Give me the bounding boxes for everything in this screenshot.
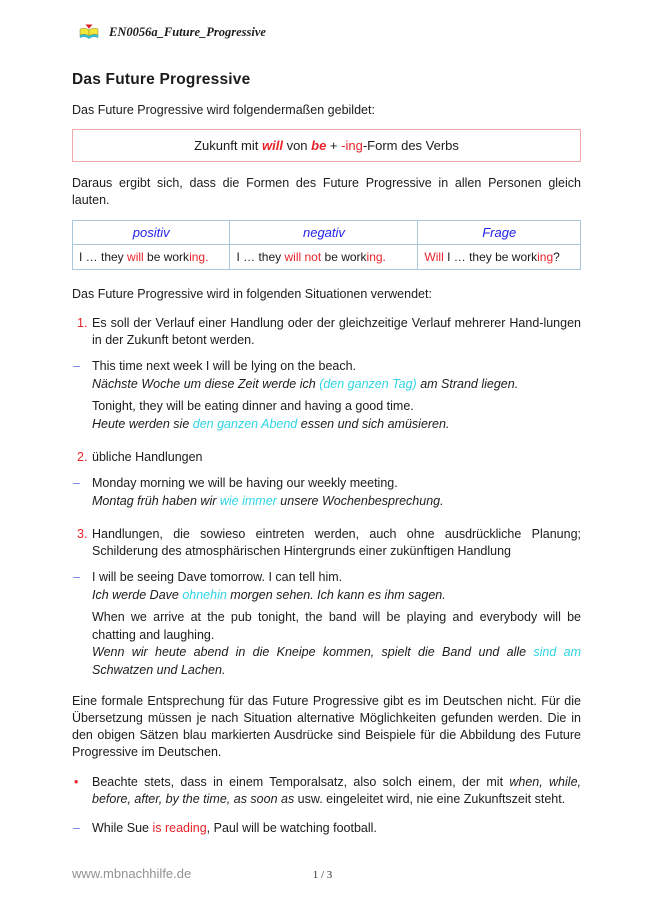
cell-question [418, 245, 581, 270]
document-content [0, 71, 645, 837]
cell-positive [73, 245, 230, 270]
text-segment: unsere Wochenbesprechung. [276, 493, 444, 508]
text-segment: -ing [341, 138, 363, 153]
german-translation [92, 493, 581, 511]
dash-bullet: – [73, 570, 80, 584]
usage-intro-paragraph: Das Future Progressive wird in folgenden Situationen verwendet: [72, 287, 432, 301]
german-translation [92, 416, 581, 434]
text-segment: Ich werde Dave [92, 587, 183, 602]
text-segment: ing. [366, 250, 386, 264]
example-pub [72, 609, 581, 679]
forms-table [72, 220, 581, 270]
example-sue [72, 820, 581, 837]
text-segment: ing [537, 250, 554, 264]
text-segment: will [262, 138, 283, 153]
text-segment: be work [321, 250, 367, 264]
text-segment: sind am [533, 645, 581, 659]
example-beach [72, 358, 581, 393]
page-title: Das Future Progressive [72, 71, 251, 88]
table-row [73, 245, 581, 270]
text-segment: will [127, 250, 144, 264]
marker-spacer [72, 609, 92, 679]
page-number: 1 / 3 [312, 869, 333, 881]
note-item [72, 774, 581, 808]
text-segment: will not [284, 250, 322, 264]
text-segment: usw. eingeleitet wird, nie eine Zukunftszeit steht. [294, 792, 566, 806]
dash-bullet: – [73, 359, 80, 373]
text-segment: Nächste Woche um diese Zeit werde ich [92, 376, 320, 391]
column-header-positive: positiv [73, 221, 230, 245]
table-header-row [73, 221, 581, 245]
text-segment: , Paul will be watching football. [206, 821, 377, 835]
text-segment: I … they [79, 250, 128, 264]
english-sentence: Monday morning we will be having our weekly meeting. [92, 476, 398, 490]
derivation-paragraph: Daraus ergibt sich, dass die Formen des Future Progressive in allen Personen gleich lauten. [72, 176, 581, 207]
item-text-2: übliche Handlungen [92, 450, 203, 464]
text-segment: ohnehin [182, 587, 227, 602]
english-sentence: This time next week I will be lying on the beach. [92, 359, 357, 373]
text-segment: + [326, 138, 342, 153]
item-text-3: Handlungen, die sowieso eintreten werden, auch ohne ausdrückliche Planung; Schilderung des atmosphärischen Hintergrunds einer zukünftigen Handlung [92, 527, 581, 558]
text-segment: (den ganzen Tag) [319, 376, 417, 391]
column-header-negative: negativ [230, 221, 418, 245]
text-segment: be work [143, 250, 190, 264]
item-text-1: Es soll der Verlauf einer Handlung oder der gleichzeitige Verlauf mehrerer Hand-lungen in der Zukunft betont werden. [92, 316, 581, 347]
text-segment: I … they be work [443, 250, 538, 264]
text-segment: wie immer [219, 493, 277, 508]
page-header [0, 0, 645, 41]
english-sentence [92, 820, 581, 837]
dash-bullet: – [73, 476, 80, 490]
item-number-3: 3. [77, 527, 88, 541]
formula-text [194, 138, 459, 153]
text-segment: ? [553, 250, 560, 264]
cell-negative [230, 245, 418, 270]
german-translation [92, 587, 581, 605]
intro-paragraph: Das Future Progressive wird folgendermaßen gebildet: [72, 103, 375, 117]
english-sentence: I will be seeing Dave tomorrow. I can tell him. [92, 570, 343, 584]
marker-spacer [72, 398, 92, 433]
example-dave [72, 569, 581, 604]
text-segment: ing. [189, 250, 209, 264]
site-url: www.mbnachhilfe.de [72, 866, 192, 881]
text-segment: am Strand liegen. [416, 376, 519, 391]
bullet-icon: • [74, 775, 79, 789]
open-book-logo-icon [78, 24, 100, 41]
text-segment: Zukunft mit [194, 138, 262, 153]
item-number-2: 2. [77, 450, 88, 464]
page-footer [0, 866, 645, 881]
text-segment: I … they [236, 250, 285, 264]
text-segment: von [282, 138, 312, 153]
english-sentence: Tonight, they will be eating dinner and having a good time. [92, 399, 414, 413]
text-segment: Wenn wir heute abend in die Kneipe kommen, spielt die Band und alle [92, 645, 534, 659]
text-segment: morgen sehen. Ich kann es ihm sagen. [226, 587, 446, 602]
english-sentence: When we arrive at the pub tonight, the band will be playing and everybody will be chatting and laughing. [92, 610, 581, 642]
text-segment: when, while, before, after, by the time, as soon as [92, 775, 581, 806]
document-id: EN0056a_Future_Progressive [109, 25, 266, 39]
note-text [92, 774, 581, 808]
text-segment: Montag früh haben wir [92, 493, 220, 508]
text-segment: be [311, 138, 327, 153]
text-segment: den ganzen Abend [192, 416, 298, 431]
numbered-item-1 [72, 315, 581, 349]
text-segment: essen und sich amüsieren. [297, 416, 450, 431]
text-segment: While Sue [92, 821, 153, 835]
numbered-item-3 [72, 526, 581, 560]
text-segment: -Form des Verbs [362, 138, 459, 153]
text-segment: Beachte stets, dass in einem Temporalsatz, also solch einem, der mit [92, 775, 510, 789]
text-segment: Heute werden sie [92, 416, 193, 431]
numbered-item-2 [72, 449, 581, 466]
german-translation [92, 376, 581, 394]
example-meeting [72, 475, 581, 510]
text-segment: Schwatzen und Lachen. [92, 662, 226, 677]
item-number-1: 1. [77, 316, 88, 330]
german-translation [92, 644, 581, 679]
text-segment: Will [424, 250, 444, 264]
column-header-question: Frage [418, 221, 581, 245]
text-segment: is reading [152, 821, 207, 835]
example-dinner [72, 398, 581, 433]
closing-paragraph: Eine formale Entsprechung für das Future Progressive gibt es im Deutschen nicht. Für die Übersetzung müssen je nach Situation alternative Möglichkeiten gefunden werden. Die in den obigen Sätzen blau markierten Ausdrücke sind Beispiele für die Abbildung des Future Progressive im Deutschen. [72, 694, 581, 759]
formula-box [72, 129, 581, 162]
dash-bullet: – [73, 821, 80, 835]
